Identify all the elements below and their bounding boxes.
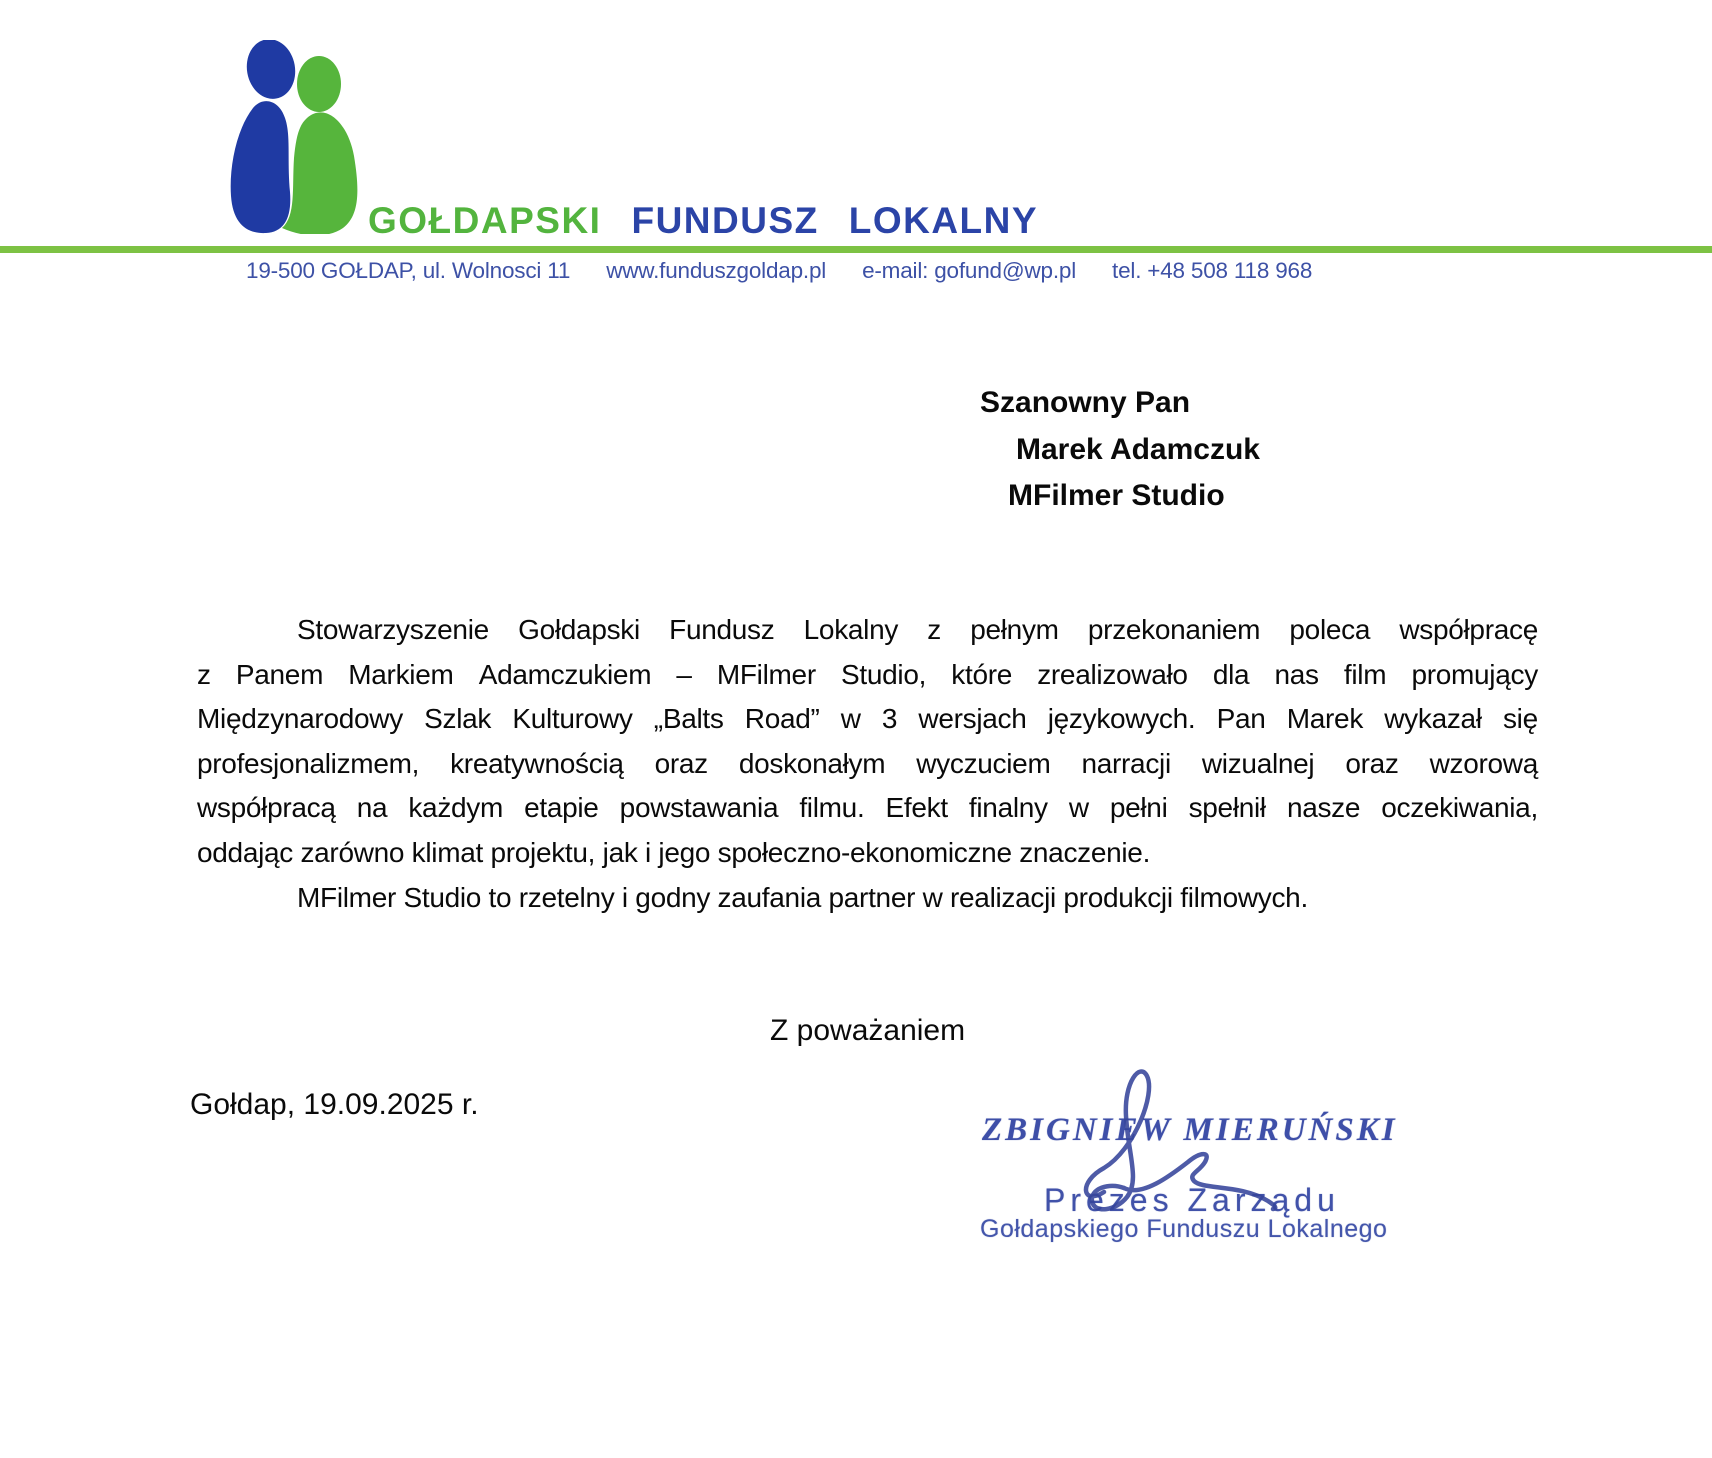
body-line: oddając zarówno klimat projektu, jak i jego społeczno-ekonomiczne znaczenie.: [197, 836, 1151, 868]
header-rule: [0, 246, 1712, 253]
body-line: MFilmer Studio to rzetelny i godny zaufania partner w realizacji produkcji filmowych.: [297, 881, 1308, 913]
org-wordmark-lokalny: LOKALNY: [848, 200, 1039, 241]
body-line: współpracą na każdym etapie powstawania filmu. Efekt finalny w pełni spełnił nasze oczekiwania,: [197, 792, 1538, 824]
recipient-salutation: Szanowny Pan: [980, 386, 1191, 419]
body-line: z Panem Markiem Adamczukiem – MFilmer Studio, które zrealizowało dla nas film promujący: [197, 658, 1538, 690]
body-line: Stowarzyszenie Gołdapski Fundusz Lokalny z pełnym przekonaniem poleca współpracę: [297, 614, 1538, 645]
contact-address: 19-500 GOŁDAP, ul. Wolnosci 11: [246, 258, 571, 283]
stamp-signer-name: ZBIGNIEW MIERUŃSKI: [982, 1112, 1398, 1148]
org-wordmark: [368, 200, 1038, 242]
body-line: profesjonalizmem, kreatywnością oraz doskonałym wyczuciem narracji wizualnej oraz wzorową: [197, 747, 1538, 779]
org-wordmark-goldapski: GOŁDAPSKI: [368, 200, 602, 241]
contact-phone: tel. +48 508 118 968: [1112, 258, 1313, 283]
recipient-name: Marek Adamczuk: [1016, 433, 1260, 466]
stamp-org-name: Gołdapskiego Funduszu Lokalnego: [980, 1215, 1388, 1243]
org-logo: [222, 40, 368, 234]
contact-website: www.funduszgoldap.pl: [606, 258, 827, 283]
recipient-company: MFilmer Studio: [1008, 479, 1225, 512]
letter-body: [197, 608, 1538, 920]
closing-salutation: Z poważaniem: [770, 1014, 966, 1047]
org-wordmark-fundusz: FUNDUSZ: [631, 200, 819, 241]
stamp-signer-title: Prezes Zarządu: [1044, 1182, 1340, 1218]
body-line: Międzynarodowy Szlak Kulturowy „Balts Road” w 3 wersjach językowych. Pan Marek wykazał się: [197, 703, 1538, 735]
logo-people-icon: [222, 40, 368, 234]
contact-email: e-mail: gofund@wp.pl: [862, 258, 1077, 283]
stamp-block: [980, 1060, 1398, 1255]
header-contact-line: [246, 258, 1426, 284]
closing-dateline: Gołdap, 19.09.2025 r.: [190, 1088, 479, 1121]
